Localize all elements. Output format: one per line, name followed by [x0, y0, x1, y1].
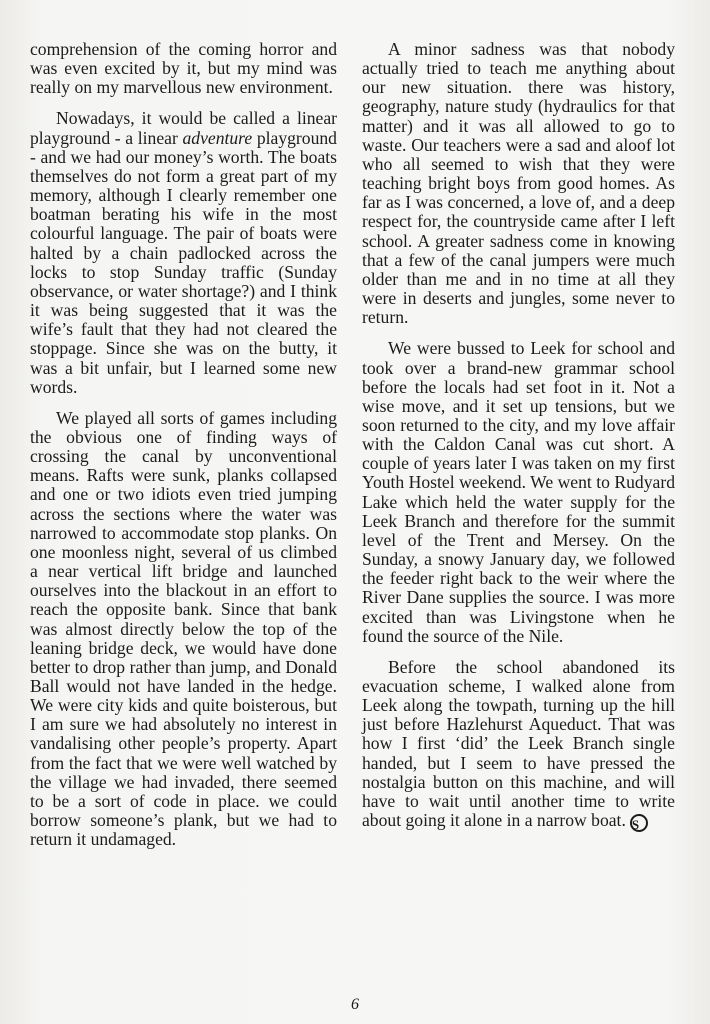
paragraph — [30, 109, 337, 396]
end-mark-icon: S — [630, 814, 648, 832]
page-number: 6 — [351, 996, 359, 1013]
paragraph: We played all sorts of games including the obvious one of finding ways of crossing the canal by unconventional means. Rafts were sunk, planks collapsed and one or two idiots even tried jumping across the sections where the water was narrowed to accommodate stop planks. On one moonless night, several of us climbed a near vertical lift bridge and launched ourselves into the blackout in an effort to reach the opposite bank. Since that bank was almost directly below the top of the leaning bridge deck, we would have done better to drop rather than jump, and Donald Ball would not have landed in the hedge. We were city kids and quite boisterous, but I am sure we had absolutely no interest in vandalising other people’s property. Apart from the fact that we were well watched by the village we had invaded, there seemed to be a sort of code in place. we could borrow someone’s plank, but we had to return it undamaged. — [30, 407, 337, 850]
paragraph-text: Nowadays, it would be called a linear playground - a linear — [30, 108, 337, 148]
right-column — [362, 40, 675, 844]
paragraph-text: Before the school abandoned its evacuation scheme, I walked alone from Leek along the towpath, turning up the hill just before Hazlehurst Aqueduct. That was how I first ‘did’ the Leek Branch single handed, but I seem to have pressed the nostalgia button on this machine, and will have to wait until another time to write about going it alone in a narrow boat. — [362, 656, 675, 831]
left-column — [30, 40, 337, 861]
paragraph: A minor sadness was that nobody actually tried to teach me anything about our new situation. there was history, geography, nature study (hydraulics for that matter) and it was all allowed to go to waste. Our teachers were a sad and aloof lot who all seemed to wish that they were teaching bright boys from good homes. As far as I was concerned, a love of, and a deep respect for, the countryside came after I left school. A greater sadness come in knowing that a few of the canal jumpers were much older than me and in no time at all they were in deserts and jungles, some never to return. — [362, 39, 675, 328]
paragraph: comprehension of the coming horror and was even excited by it, but my mind was really on my marvellous new environment. — [30, 39, 337, 98]
emphasis-text: adventure — [182, 127, 253, 148]
paragraph — [362, 658, 675, 832]
paragraph-text: playground - and we had our money’s worth. The boats themselves do not form a great part of my memory, although I clearly remember one boatman berating his wife in the most colourful language. The pair of boats were halted by a chain padlocked across the locks to stop Sunday traffic (Sunday observance, or water shortage?) and I think it was being suggested that it was the wife’s fault that they had not cleared the stoppage. Since she was on the butty, it was a bit unfair, but I learned some new words. — [30, 127, 337, 397]
paragraph: We were bussed to Leek for school and took over a brand-new grammar school before the locals had set foot in it. Not a wise move, and it set up tensions, but we soon returned to the city, and my love affair with the Caldon Canal was cut short. A couple of years later I was taken on my first Youth Hostel weekend. We went to Rudyard Lake which held the water supply for the Leek Branch and therefore for the summit level of the Trent and Mersey. On the Sunday, a snowy January day, we followed the feeder right back to the weir where the River Dane supplies the source. I was more excited than was Livingstone when he found the source of the Nile. — [362, 338, 675, 646]
